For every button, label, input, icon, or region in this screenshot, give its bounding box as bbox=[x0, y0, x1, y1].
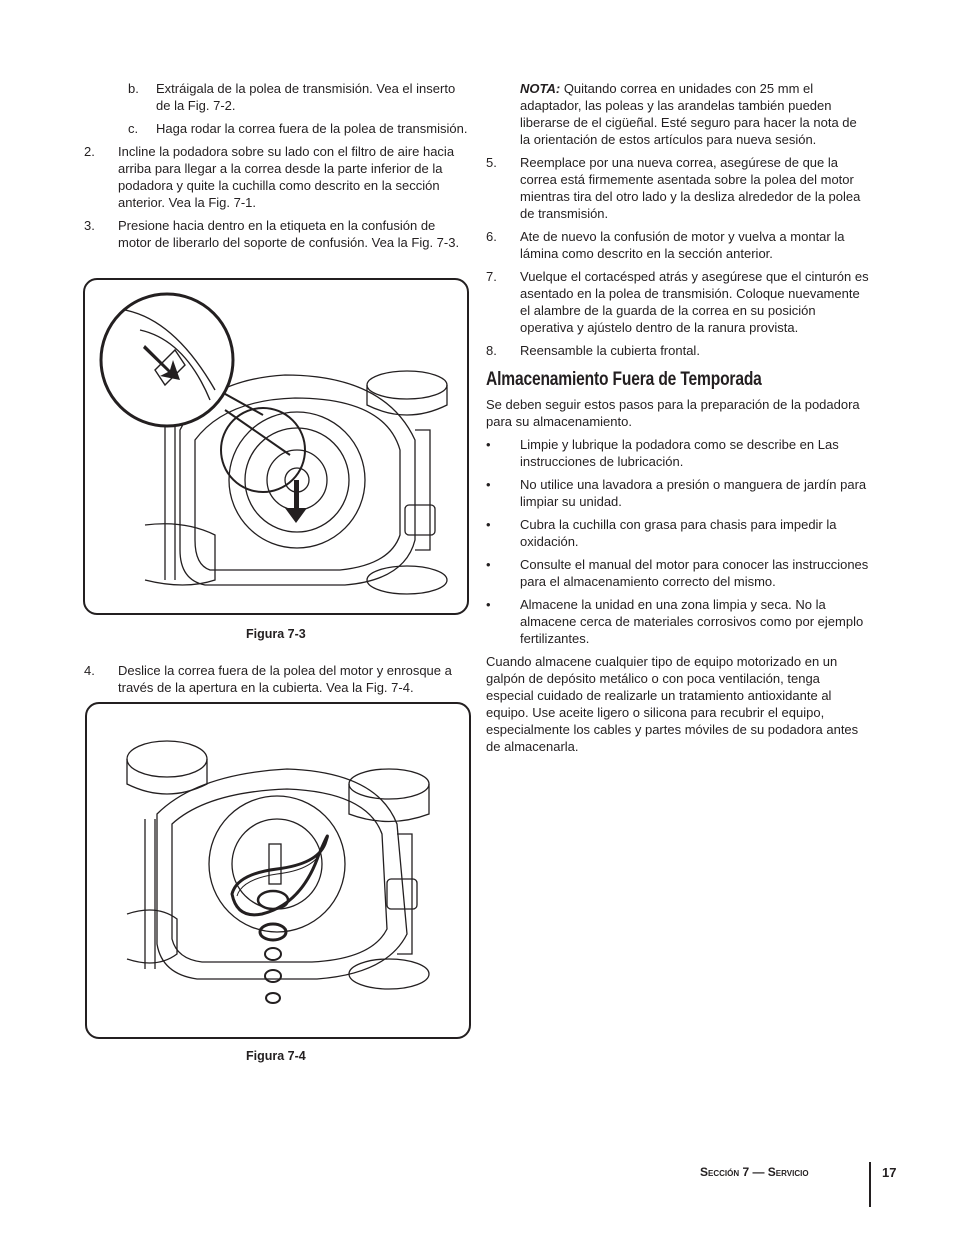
figure-7-4-frame bbox=[85, 702, 471, 1039]
bullet-symbol: • bbox=[486, 477, 491, 492]
step-5 bbox=[486, 154, 870, 222]
section-heading: Almacenamiento Fuera de Temporada bbox=[486, 369, 762, 390]
step-3 bbox=[84, 217, 468, 251]
substep-text: Haga rodar la correa fuera de la polea de transmisión. bbox=[156, 121, 468, 136]
step-number: 8. bbox=[486, 343, 497, 358]
substep-text: Extráigala de la polea de transmisión. Vea el inserto de la Fig. 7-2. bbox=[156, 81, 456, 113]
step-8 bbox=[486, 342, 870, 359]
intro-paragraph: Se deben seguir estos pasos para la preparación de la podadora para su almacenamiento. bbox=[486, 397, 860, 429]
step-text: Incline la podadora sobre su lado con el filtro de aire hacia arriba para llegar a la correa desde la parte inferior de la podadora y quite la cuchilla como descrito en la sección anterior. Vea la Fig. 7-1. bbox=[118, 144, 455, 210]
bullet-symbol: • bbox=[486, 517, 491, 532]
substep-c bbox=[84, 120, 468, 137]
step-text: Presione hacia dentro en la etiqueta en la confusión de motor de liberarlo del soporte de confusión. Vea la Fig. 7-3. bbox=[118, 218, 460, 250]
note-paragraph bbox=[486, 80, 870, 148]
footer-divider bbox=[869, 1162, 871, 1207]
section-label-text: Sección 7 — Servicio bbox=[700, 1165, 809, 1179]
bullet-text: Limpie y lubrique la podadora como se describe en Las instrucciones de lubricación. bbox=[520, 437, 839, 469]
substep-b bbox=[84, 80, 468, 114]
bullet-item bbox=[486, 556, 870, 590]
figure-7-4-caption: Figura 7-4 bbox=[246, 1049, 306, 1063]
bullet-symbol: • bbox=[486, 557, 491, 572]
bullet-item bbox=[486, 516, 870, 550]
bullet-item bbox=[486, 596, 870, 647]
note-label: NOTA: bbox=[520, 81, 561, 96]
bullet-text: No utilice una lavadora a presión o manguera de jardín para limpiar su unidad. bbox=[520, 477, 867, 509]
bullet-item bbox=[486, 436, 870, 470]
step-text: Ate de nuevo la confusión de motor y vuelva a montar la lámina como descrito en la sección anterior. bbox=[520, 229, 845, 261]
step-4 bbox=[84, 662, 468, 696]
step-text: Vuelque el cortacésped atrás y asegúrese que el cinturón es asentado en la polea de transmisión. Coloque nuevamente el alambre de la guarda de la correa en su posición operativa y ajústelo dentro de la ranura provista. bbox=[520, 269, 869, 335]
step-number: 3. bbox=[84, 218, 95, 233]
step-number: 4. bbox=[84, 663, 95, 678]
right-column bbox=[486, 80, 870, 761]
figure-7-3-frame bbox=[83, 278, 469, 615]
footer-section-label bbox=[700, 1164, 809, 1181]
step-number: 5. bbox=[486, 155, 497, 170]
step-number: 7. bbox=[486, 269, 497, 284]
step-number: 2. bbox=[84, 144, 95, 159]
belt-removal-illustration bbox=[87, 704, 469, 1037]
left-column bbox=[84, 80, 468, 257]
note-text: Quitando correa en unidades con 25 mm el adaptador, las poleas y las arandelas también pueden liberarse de el cigüeñal. Esté seguro para hacer la nota de la orientación de estos artículos para nueva sesión. bbox=[520, 81, 857, 147]
step-text: Deslice la correa fuera de la polea del motor y enrosque a través de la apertura en la cubierta. Vea la Fig. 7-4. bbox=[118, 663, 452, 695]
mower-deck-illustration bbox=[85, 280, 467, 613]
step-text: Reemplace por una nueva correa, asegúrese de que la correa está firmemente asentada sobre la polea del motor mientras tira del otro lado y la desliza alrededor de la polea de transmisión. bbox=[520, 155, 861, 221]
bullet-text: Consulte el manual del motor para conocer las instrucciones para el almacenamiento correcto del mismo. bbox=[520, 557, 869, 589]
step-text: Reensamble la cubierta frontal. bbox=[520, 343, 700, 358]
step-number: 6. bbox=[486, 229, 497, 244]
left-column-lower bbox=[84, 662, 468, 702]
bullet-symbol: • bbox=[486, 597, 491, 612]
bullet-symbol: • bbox=[486, 437, 491, 452]
step-6 bbox=[486, 228, 870, 262]
bullet-item bbox=[486, 476, 870, 510]
step-2 bbox=[84, 143, 468, 211]
substep-number: b. bbox=[128, 81, 139, 96]
bullet-text: Almacene la unidad en una zona limpia y seca. No la almacene cerca de materiales corrosivos como por ejemplo fertilizantes. bbox=[520, 597, 864, 646]
step-7 bbox=[486, 268, 870, 336]
page-number: 17 bbox=[882, 1165, 897, 1180]
figure-7-3-caption: Figura 7-3 bbox=[246, 627, 306, 641]
substep-number: c. bbox=[128, 121, 139, 136]
closing-paragraph: Cuando almacene cualquier tipo de equipo motorizado en un galpón de depósito metálico o con poca ventilación, tenga especial cuidado de realizarle un tratamiento antioxidante al equipo. Use aceite ligero o silicona para recubrir el equipo, especialmente los cables y partes móviles de su podadora antes de almacenarla. bbox=[486, 654, 859, 754]
bullet-text: Cubra la cuchilla con grasa para chasis para impedir la oxidación. bbox=[520, 517, 837, 549]
